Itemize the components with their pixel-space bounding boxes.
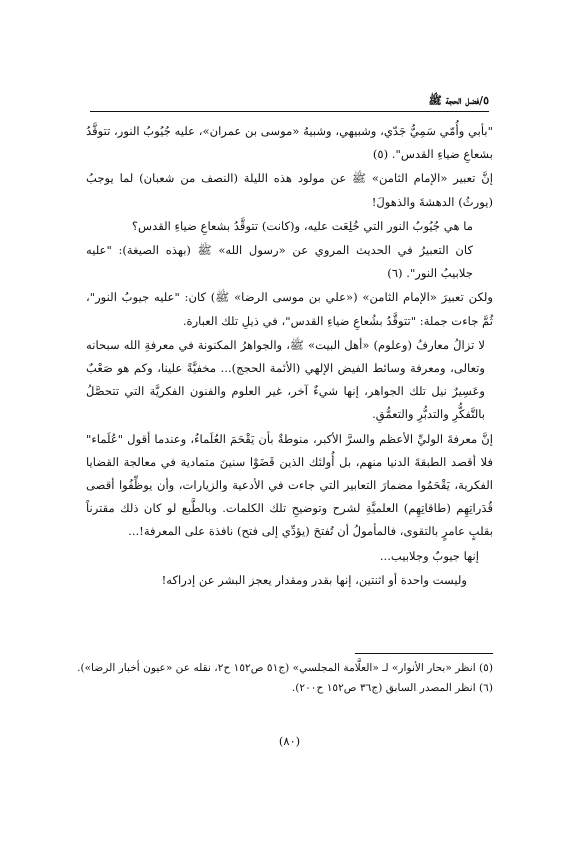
- paragraph-pockets-and-garments: إنها جيوبٌ وجلابيب...: [379, 548, 479, 563]
- paragraph-prophet-hadith: كان التعبيرُ في الحديث المروي عن «رسول الله» ﷺ (بهذه الصيغة): "عليه جلابيبُ النور". (٦): [86, 243, 473, 281]
- page-number: (٨٠): [278, 734, 301, 748]
- footnotes: [77, 658, 493, 698]
- main-text: [86, 120, 493, 593]
- header-rule: [90, 111, 489, 112]
- footnote-6: (٦) انظر المصدر السابق (ج٣٦ ص١٥٢ ح٢٠٠).: [291, 682, 493, 694]
- paragraph-question: ما هي جُيُوبُ النور التي خُلِعَت عليه، و(كانت) تتوقَّدُ بشعاعِ ضياءِ القدس؟: [131, 218, 473, 233]
- paragraph-scholars: إنَّ معرفةَ الوليِّ الأعظم والسرَّ الأكبر، منوطةٌ بأن يَقْحَمَ العُلَماءُ، وعندما أقول "عُلَماء" فلا أقصد الطبقةَ الدنيا منهم، بل أُولئك الذين قَضَوْا سنينَ متمادية في معالجة القضايا الفكرية، يَقْحَمُوا مضمارَ التعابير التي جاءت في الأدعية والزيارات، وأن يوظِّفُوا أقصى قُدَراتِهِم (طاقاتِهِم) العلميَّةِ لشرح وتوضيحِ تلك الكلمات. وبالطَّبع لو كان ذلك مقترناً بقلبٍ عامرٍ بالتقوى، فالمأمولُ أن تُفتحَ (يؤدِّي إلى فتح) نافذة على المعرفة!...: [86, 431, 493, 539]
- paragraph-imam-expression: إنَّ تعبير «الإمام الثامن» ﷺ عن مولود هذه الليلة (النصف من شعبان) لما يوجبُ (يورثُ) الدهشةَ والذهولَ!: [86, 171, 493, 209]
- footnote-5: (٥) انظر «بحار الأنوار» لـ «العلَّامة المجلسي» (ج٥١ ص١٥٢ ح٢، نقله عن «عيون أخبار الرضا»).: [77, 662, 493, 674]
- chapter-title: ٥/فضل الحجة ﷺ: [428, 94, 489, 107]
- running-header: [90, 92, 489, 112]
- paragraph-ahl-al-bayt-knowledge: لا تزالُ معارفُ (وعلوم) «أهل البيت» ﷺ، والجواهرُ المكنونة في معرفةِ الله سبحانه وتعالى، ومعرفة وسائط الفيض الإلهي (الأئمة الحجج)... مخفيَّةً علينا، وكم هو صَعْبٌ وعَسِيرٌ نيل تلك الجواهر، إنها شيءٌ آخر، غير العلوم والفنون الفكريَّة التي تتحصَّلُ بالتَّفكُّرِ والتدبُّرِ والتعمُّقِ.: [86, 337, 485, 422]
- paragraph-conclusion: وليست واحدة أو اثنتين، إنها بقدر ومقدار يعجز البشر عن إدراكه!: [161, 572, 467, 587]
- footnote-separator: [355, 653, 493, 654]
- paragraph-quote-hadith: "بأبي وأُمّي سَمِيُّ جَدّي، وشبيهي، وشبيهُ «موسى بن عمران»، عليه جُيُوبُ النور، تتوقَّدُ بشعاعِ ضياءِ القدس". (٥): [86, 124, 493, 162]
- paragraph-eighth-imam: ولكن تعبيرَ «الإمام الثامن» («علي بن موسى الرضا» ﷺ) كان: "عليه جيوبُ النور"، ثُمَّ جاءت جملة: "تتوقَّدُ بشُعاعِ ضياءِ القدس"، في ذيلِ تلك العبارة.: [86, 290, 493, 328]
